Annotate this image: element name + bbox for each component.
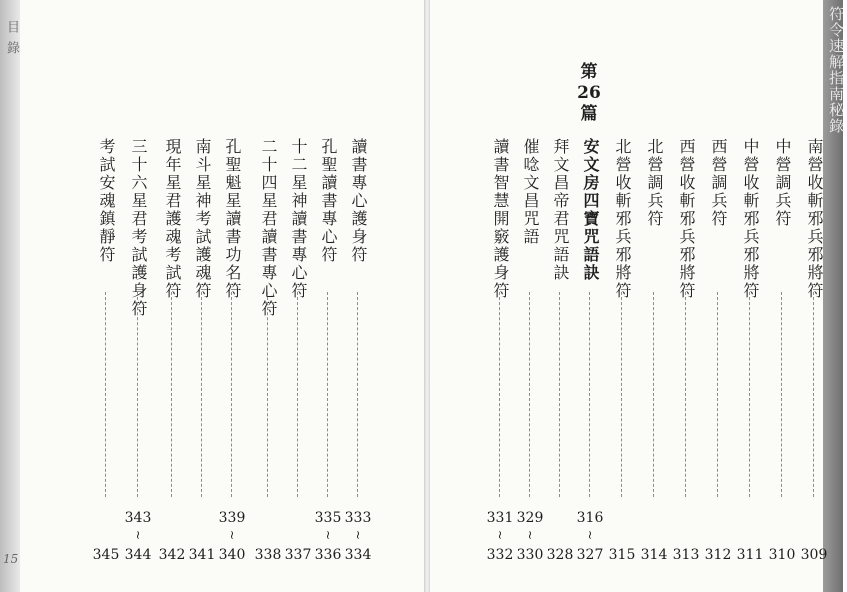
toc-entry-page-start: 343	[124, 510, 152, 526]
dotted-leader	[559, 292, 560, 497]
chapter-label-number: 26	[577, 83, 601, 103]
toc-entry-page: 338	[254, 547, 282, 563]
toc-entry-page-start: 316	[576, 510, 604, 526]
dotted-leader	[621, 292, 622, 497]
toc-entry[interactable]	[486, 0, 514, 592]
toc-entry-title: 讀書專心護身符	[349, 138, 368, 264]
toc-entry-title: 三十六星君考試護身符	[129, 138, 148, 318]
toc-entry-page-start: 335	[314, 510, 342, 526]
range-tilde: ~	[225, 529, 239, 541]
toc-entry[interactable]	[608, 0, 636, 592]
toc-entry[interactable]	[768, 0, 796, 592]
book-spine	[424, 0, 430, 592]
toc-entry[interactable]	[124, 0, 152, 592]
toc-entry-title: 十二星神讀書專心符	[289, 138, 308, 300]
toc-entry-title: 西營收斬邪兵邪將符	[677, 138, 696, 300]
toc-entry-page: 341	[188, 547, 216, 563]
toc-chapter-entry[interactable]	[576, 0, 604, 592]
toc-entry-page-start: 331	[486, 510, 514, 526]
dotted-leader	[653, 292, 654, 497]
toc-entry-page: 336	[314, 547, 342, 563]
range-tilde: ~	[351, 529, 365, 541]
toc-entry-title: 拜文昌帝君咒語訣	[551, 138, 570, 282]
toc-entry-page: 334	[344, 547, 372, 563]
toc-entry-page: 315	[608, 547, 636, 563]
toc-entry[interactable]	[516, 0, 544, 592]
dotted-leader	[137, 292, 138, 497]
toc-entry-page: 311	[736, 547, 764, 563]
dotted-leader	[529, 292, 530, 497]
toc-entry[interactable]	[640, 0, 668, 592]
toc-entry[interactable]	[284, 0, 312, 592]
toc-entry-title: 中營調兵符	[773, 138, 792, 228]
toc-entry-title: 讀書智慧開竅護身符	[491, 138, 510, 300]
chapter-label-pian: 篇	[580, 104, 598, 124]
toc-entry-page: 345	[92, 547, 120, 563]
toc-entry-page-start: 333	[344, 510, 372, 526]
toc-entry-title: 南營收斬邪兵邪將符	[805, 138, 824, 300]
dotted-leader	[717, 292, 718, 497]
toc-entry-title: 北營收斬邪兵邪將符	[613, 138, 632, 300]
toc-entry-title: 現年星君護魂考試符	[163, 138, 182, 300]
dotted-leader	[813, 292, 814, 497]
toc-entry-page: 327	[576, 547, 604, 563]
toc-entry[interactable]	[800, 0, 828, 592]
dotted-leader	[327, 292, 328, 497]
toc-entry-page: 340	[218, 547, 246, 563]
chapter-label-di: 第	[580, 62, 598, 82]
toc-entry-page: 309	[800, 547, 828, 563]
toc-entry-title: 安文房四寶咒語訣	[581, 138, 600, 282]
dotted-leader	[171, 292, 172, 497]
toc-entry-page: 337	[284, 547, 312, 563]
toc-entry-title: 考試安魂鎮靜符	[97, 138, 116, 264]
toc-entry-page: 344	[124, 547, 152, 563]
toc-entry-title: 催唸文昌咒語	[521, 138, 540, 246]
toc-entry[interactable]	[188, 0, 216, 592]
range-tilde: ~	[131, 529, 145, 541]
toc-entry-title: 孔聖魁星讀書功名符	[223, 138, 242, 300]
dotted-leader	[267, 292, 268, 497]
toc-entry-page: 328	[546, 547, 574, 563]
range-tilde: ~	[583, 529, 597, 541]
range-tilde: ~	[523, 529, 537, 541]
dotted-leader	[201, 292, 202, 497]
toc-entry-title: 北營調兵符	[645, 138, 664, 228]
toc-entry[interactable]	[92, 0, 120, 592]
left-running-header: 目錄	[4, 20, 19, 62]
dotted-leader	[297, 292, 298, 497]
toc-entry-page: 313	[672, 547, 700, 563]
dotted-leader	[105, 292, 106, 497]
toc-entry[interactable]	[704, 0, 732, 592]
dotted-leader	[589, 292, 590, 497]
dotted-leader	[499, 292, 500, 497]
toc-entry-title: 南斗星神考試護魂符	[193, 138, 212, 300]
dotted-leader	[357, 292, 358, 497]
left-folio: 15	[3, 552, 19, 566]
toc-entry-title: 孔聖讀書專心符	[319, 138, 338, 264]
toc-entry[interactable]	[736, 0, 764, 592]
toc-entry[interactable]	[672, 0, 700, 592]
toc-entry-page-start: 329	[516, 510, 544, 526]
toc-entry-page: 330	[516, 547, 544, 563]
toc-entry-title: 西營調兵符	[709, 138, 728, 228]
range-tilde: ~	[321, 529, 335, 541]
toc-entry[interactable]	[218, 0, 246, 592]
right-running-header: 符令速解指南秘錄	[827, 6, 845, 134]
toc-entry-page-start: 339	[218, 510, 246, 526]
left-page-edge	[0, 0, 20, 592]
toc-entry[interactable]	[158, 0, 186, 592]
toc-entry-page: 314	[640, 547, 668, 563]
toc-entry-title: 二十四星君讀書專心符	[259, 138, 278, 318]
toc-entry[interactable]	[314, 0, 342, 592]
dotted-leader	[749, 292, 750, 497]
toc-entry[interactable]	[344, 0, 372, 592]
dotted-leader	[781, 292, 782, 497]
range-tilde: ~	[493, 529, 507, 541]
toc-entry-page: 310	[768, 547, 796, 563]
toc-entry-title: 中營收斬邪兵邪將符	[741, 138, 760, 300]
dotted-leader	[231, 292, 232, 497]
dotted-leader	[685, 292, 686, 497]
toc-entry[interactable]	[254, 0, 282, 592]
toc-entry[interactable]	[546, 0, 574, 592]
toc-entry-page: 332	[486, 547, 514, 563]
toc-entry-page: 312	[704, 547, 732, 563]
toc-entry-page: 342	[158, 547, 186, 563]
